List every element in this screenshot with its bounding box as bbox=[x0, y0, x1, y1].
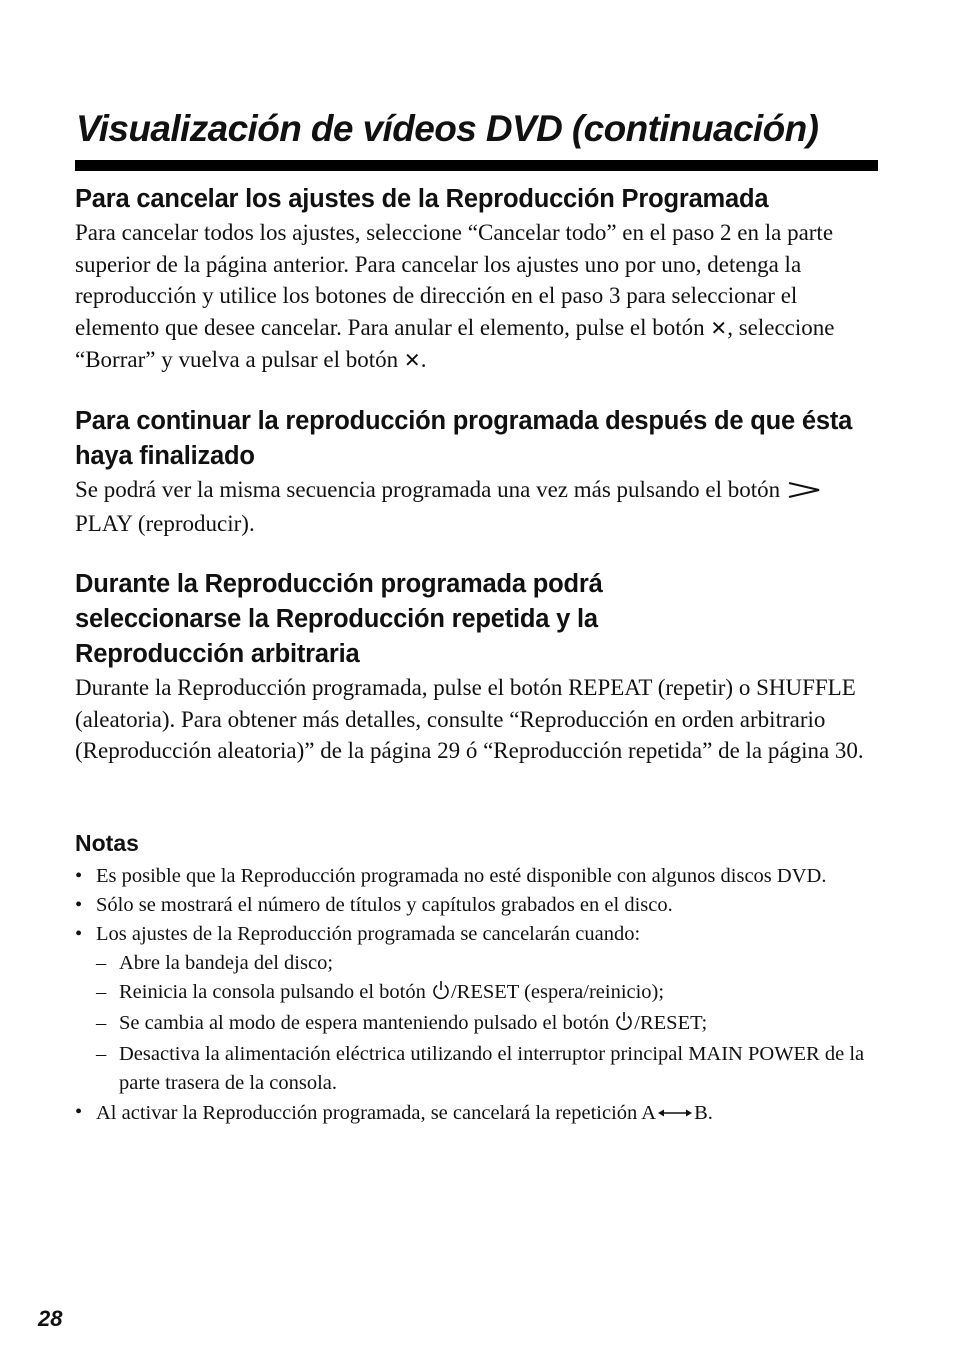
bullet: • bbox=[75, 923, 83, 945]
double-arrow-icon bbox=[657, 1098, 693, 1127]
bullet: • bbox=[75, 894, 83, 916]
page-title: Visualización de vídeos DVD (continuación) bbox=[76, 108, 819, 149]
bullet: • bbox=[75, 865, 83, 887]
note-subitem: – Reinicia la consola pulsando el botón /RESET (espera/reinicio); bbox=[96, 978, 885, 1009]
note-subitem: – Abre la bandeja del disco; bbox=[96, 949, 885, 978]
dash: – bbox=[96, 981, 107, 1003]
notes-heading: Notas bbox=[75, 830, 139, 856]
cross-button-icon: ✕ bbox=[403, 348, 421, 372]
note-item: • Los ajustes de la Reproducción programada se cancelarán cuando: – Abre la bandeja del disco; – Reinicia la consola pulsando el botón /RESET (espera/reinicio); – Se cambia al modo de espera manteniendo pulsado el botón /RESET; – Desactiva la alimentación eléctrica utilizando el interruptor principal MAIN POWER de la parte trasera de la consola. bbox=[75, 920, 885, 1098]
note-sublist bbox=[96, 949, 885, 1098]
section-repeat-shuffle bbox=[75, 567, 881, 767]
title-rule bbox=[75, 160, 878, 171]
section-heading: Para cancelar los ajustes de la Reproducción Programada bbox=[75, 185, 769, 213]
note-item: • Es posible que la Reproducción programada no esté disponible con algunos discos DVD. bbox=[75, 862, 885, 891]
section-body: Se podrá ver la misma secuencia programada una vez más pulsando el botón PLAY (reproducir). bbox=[75, 474, 881, 539]
section-continue-playback bbox=[75, 404, 881, 539]
note-subitem: – Desactiva la alimentación eléctrica utilizando el interruptor principal MAIN POWER de la parte trasera de la consola. bbox=[96, 1040, 885, 1098]
power-icon bbox=[615, 1011, 633, 1040]
section-cancel-settings bbox=[75, 182, 881, 377]
power-icon bbox=[432, 980, 450, 1009]
notes-section bbox=[75, 826, 885, 1128]
play-icon bbox=[788, 476, 822, 508]
page-number: 28 bbox=[38, 1306, 63, 1331]
bullet: • bbox=[75, 1101, 83, 1123]
dash: – bbox=[96, 952, 107, 974]
note-item: • Al activar la Reproducción programada, se cancelará la repetición A B. bbox=[75, 1098, 885, 1128]
section-body: Para cancelar todos los ajustes, seleccione “Cancelar todo” en el paso 2 en la parte superior de la página anterior. Para cancelar los ajustes uno por uno, detenga la reproducción y utilice los botones de dirección en el paso 3 para seleccionar el elemento que desee cancelar. Para anular el elemento, pulse el botón ✕, seleccione “Borrar” y vuelva a pulsar el botón ✕. bbox=[75, 220, 835, 372]
notes-list bbox=[75, 862, 885, 1128]
cross-button-icon: ✕ bbox=[710, 315, 728, 340]
dash: – bbox=[96, 1012, 107, 1034]
dash: – bbox=[96, 1043, 107, 1065]
section-heading: Para continuar la reproducción programada después de que ésta haya finalizado bbox=[75, 407, 853, 470]
note-subitem: – Se cambia al modo de espera manteniendo pulsado el botón /RESET; bbox=[96, 1009, 885, 1040]
section-heading: Durante la Reproducción programada podrá seleccionarse la Reproducción repetida y la Reproducción arbitraria bbox=[75, 570, 603, 668]
note-item: • Sólo se mostrará el número de títulos y capítulos grabados en el disco. bbox=[75, 891, 885, 920]
section-body: Durante la Reproducción programada, pulse el botón REPEAT (repetir) o SHUFFLE (aleatoria). Para obtener más detalles, consulte “Reproducción en orden arbitrario (Reproducción aleatoria)” de la página 29 ó “Reproducción repetida” de la página 30. bbox=[75, 675, 864, 763]
